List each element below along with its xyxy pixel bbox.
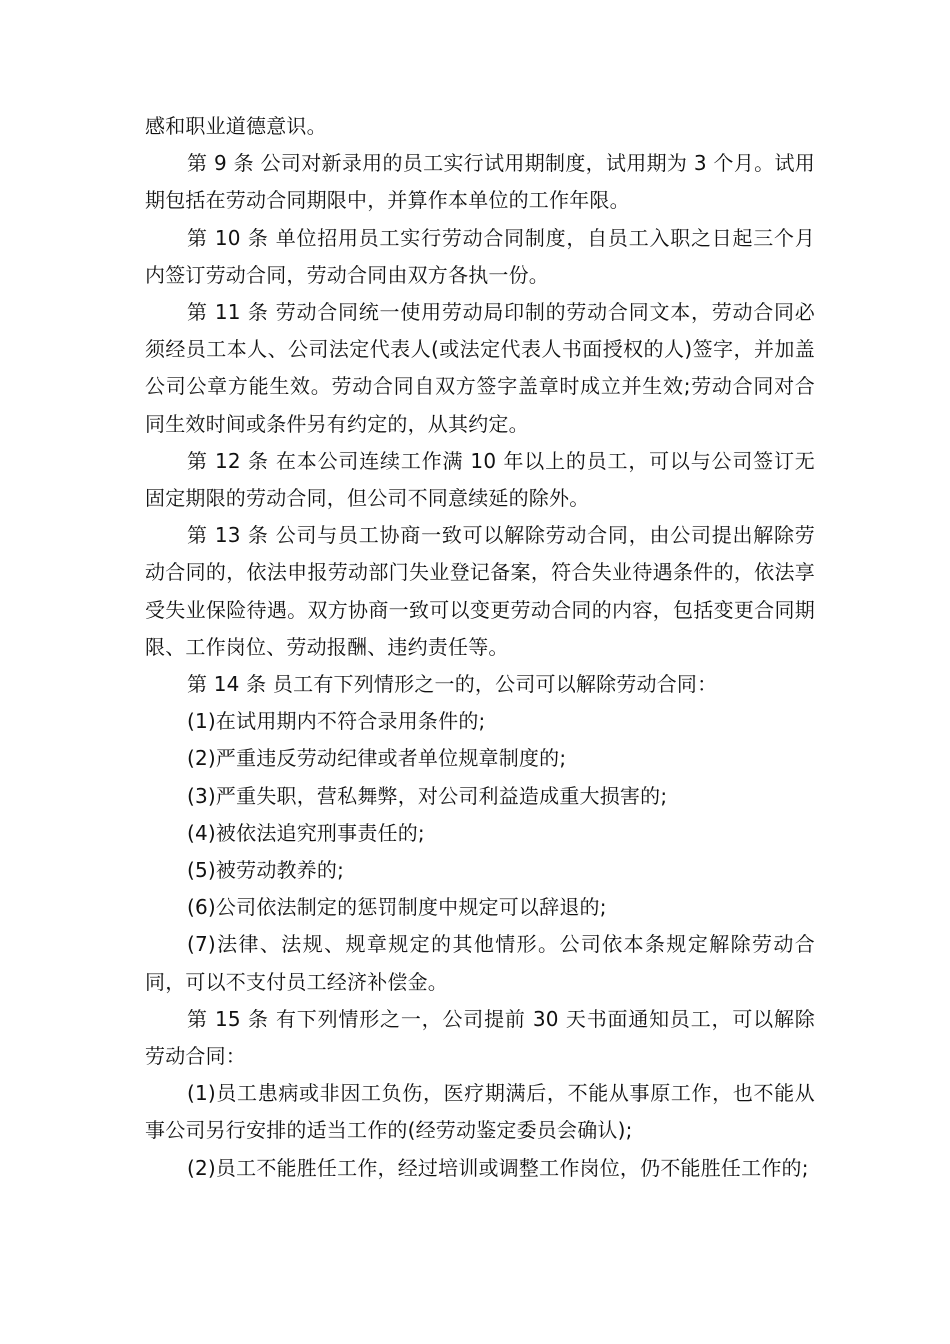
article-14: 第 14 条 员工有下列情形之一的，公司可以解除劳动合同： xyxy=(187,672,718,697)
article-14-item-7: (7)法律、法规、规章规定的其他情形。公司依本条规定解除劳动合同，可以不支付员工经济补偿金。 xyxy=(145,932,815,994)
article-14-item-1: (1)在试用期内不符合录用条件的; xyxy=(187,709,486,734)
article-14-item-6: (6)公司依法制定的惩罚制度中规定可以辞退的; xyxy=(187,895,607,920)
article-15-item-1: (1)员工患病或非因工负伤，医疗期满后，不能从事原工作，也不能从事公司另行安排的适当工作的(经劳动鉴定委员会确认); xyxy=(145,1081,815,1143)
article-12: 第 12 条 在本公司连续工作满 10 年以上的员工，可以与公司签订无固定期限的劳动合同，但公司不同意续延的除外。 xyxy=(145,448,815,511)
article-13: 第 13 条 公司与员工协商一致可以解除劳动合同，由公司提出解除劳动合同的，依法申报劳动部门失业登记备案，符合失业待遇条件的，依法享受失业保险待遇。双方协商一致可以变更劳动合同的内容，包括变更合同期限、工作岗位、劳动报酬、违约责任等。 xyxy=(145,523,815,659)
article-10: 第 10 条 单位招用员工实行劳动合同制度，自员工入职之日起三个月内签订劳动合同，劳动合同由双方各执一份。 xyxy=(145,225,815,287)
article-11: 第 11 条 劳动合同统一使用劳动局印制的劳动合同文本，劳动合同必须经员工本人、公司法定代表人(或法定代表人书面授权的人)签字，并加盖公司公章方能生效。劳动合同自双方签字盖章时成立并生效;劳动合同对合同生效时间或条件另有约定的，从其约定。 xyxy=(145,300,815,436)
paragraph-continuation: 感和职业道德意识。 xyxy=(145,114,327,138)
article-9: 第 9 条 公司对新录用的员工实行试用期制度，试用期为 3 个月。试用期包括在劳动合同期限中，并算作本单位的工作年限。 xyxy=(145,151,815,213)
document-body xyxy=(145,108,815,1187)
article-14-item-2: (2)严重违反劳动纪律或者单位规章制度的; xyxy=(187,746,567,771)
article-14-item-3: (3)严重失职，营私舞弊，对公司利益造成重大损害的; xyxy=(187,783,668,808)
article-14-item-4: (4)被依法追究刑事责任的; xyxy=(187,820,425,845)
article-15: 第 15 条 有下列情形之一，公司提前 30 天书面通知员工，可以解除劳动合同： xyxy=(145,1006,815,1069)
article-15-item-2: (2)员工不能胜任工作，经过培训或调整工作岗位，仍不能胜任工作的; xyxy=(187,1155,809,1180)
article-14-item-5: (5)被劳动教养的; xyxy=(187,858,345,883)
